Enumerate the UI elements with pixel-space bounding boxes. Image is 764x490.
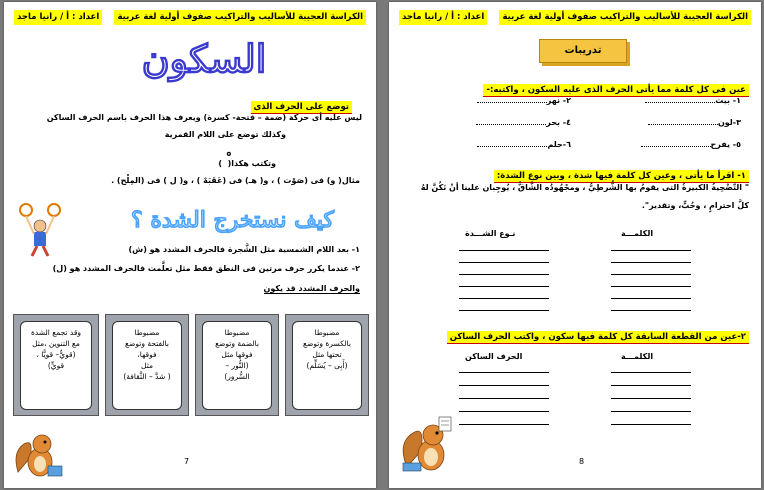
- header-title: الكراسة العجيبة للأساليب والتراكيب صفوف أولية لغة عربية: [114, 10, 366, 25]
- answer-line[interactable]: [611, 411, 691, 412]
- answer-line[interactable]: [459, 262, 549, 263]
- shadda-box-fatha: [105, 314, 189, 416]
- answer-line[interactable]: [611, 298, 691, 299]
- q1-item: ٦-حلم: [473, 140, 571, 149]
- box-line: (أَبِى – يُسَلِّم): [306, 361, 348, 370]
- q1-item: ٥- يفرح: [637, 140, 742, 149]
- answer-line[interactable]: [611, 310, 691, 311]
- q2-text-line-2: كلَّ احترامٍ ، وحُبٍّ، وتقدير".: [641, 201, 749, 210]
- answer-line[interactable]: [611, 372, 691, 373]
- answer-line[interactable]: [459, 250, 549, 251]
- box-line: بالكسرة وتوضع: [303, 339, 351, 348]
- box-line: فوقها،: [137, 350, 157, 359]
- shadda-box-tanween: [13, 314, 99, 416]
- answer-line[interactable]: [611, 286, 691, 287]
- box-line: (قويٌّ– قويًّا ،: [36, 350, 76, 359]
- answer-line[interactable]: [459, 372, 549, 373]
- shadda-box-damma: [195, 314, 279, 416]
- q1-title: عين فى كل كلمة مما يأتى الحرف الذى عليه السكون ، واكتبه:-: [483, 84, 749, 97]
- answer-line[interactable]: [459, 411, 549, 412]
- header-title: الكراسة العجيبة للأساليب والتراكيب صفوف أولية لغة عربية: [499, 10, 751, 25]
- shadda-title: كيف نستخرج الشدة ؟: [131, 207, 334, 233]
- box-line: مضبوطا: [224, 328, 250, 337]
- box-line: تحتها مثل: [312, 350, 342, 359]
- answer-line[interactable]: [459, 298, 549, 299]
- q2-text-line-1: " التَّضْحِيةُ الكبيرةُ التى يقومُ بها الشُّرطِيُّ ، ومجْهُودُه الشَّاقُّ ، يُوجِبان علينا أنْ نَكُنَّ لهُ: [420, 183, 749, 192]
- box-line: (النُّور –: [225, 361, 249, 370]
- description-line-1: ليس عليه أى حركة (ضمة – فتحة- كسرة) ويعرف هذا الحرف باسم الحرف الساكن: [46, 113, 362, 122]
- box-line: ( شدَّ – الثَّقافة): [123, 372, 171, 381]
- q3-title: ٢-عين من القطعة السابقة كل كلمة فيها سكون ، واكتب الحرف الساكن: [447, 331, 749, 344]
- written-as: [218, 151, 276, 170]
- box-line: مثل: [141, 361, 153, 370]
- answer-line[interactable]: [611, 274, 691, 275]
- answer-line[interactable]: [611, 385, 691, 386]
- column-shadda-type-label: نـوع الشـــدة: [465, 229, 516, 238]
- page-7: [4, 2, 376, 488]
- q1-item: ٢- نهر: [473, 96, 571, 105]
- box-line: وقد تجمع الشدة: [30, 328, 82, 337]
- written-as-close: ): [218, 159, 223, 168]
- box-line: السُّرور): [224, 372, 250, 381]
- q1-item: ٤- بحر: [472, 118, 571, 127]
- written-as-label: وتكتب هكذا(: [227, 159, 276, 168]
- answer-line[interactable]: [611, 250, 691, 251]
- answer-line[interactable]: [459, 274, 549, 275]
- answer-line[interactable]: [611, 262, 691, 263]
- box-line: فوقها مثل: [221, 350, 253, 359]
- section-title: توضع على الحرف الذى: [251, 101, 353, 114]
- page-8: [389, 2, 761, 488]
- answer-line[interactable]: [459, 424, 549, 425]
- answer-line[interactable]: [611, 424, 691, 425]
- exercises-label: تدريبات: [539, 39, 627, 63]
- column-sakin-label: الحرف الساكن: [465, 352, 523, 361]
- box-line: بالضمة وتوضع: [215, 339, 259, 348]
- shadda-rule-1: ١- بعد اللام الشمسية مثل الشَّجرة فالحرف المشدد هو (ش): [128, 245, 360, 254]
- answer-line[interactable]: [459, 398, 549, 399]
- q1-item: ١- بيت: [641, 96, 741, 105]
- header-author: اعداد : أ / رانيا ماجد: [399, 10, 487, 25]
- big-title: السكون: [141, 36, 267, 81]
- examples-line: مثال( و) فى (صَوْت ) ، و( هـ) فى (عَقَبَهْ ) ، و( ل ) فى (المِلْح) .: [111, 176, 360, 185]
- page-header: [14, 10, 366, 25]
- answer-line[interactable]: [459, 385, 549, 386]
- box-line: مضبوطا: [134, 328, 160, 337]
- answer-line[interactable]: [459, 286, 549, 287]
- column-word-label-2: الكلمـــة: [621, 352, 654, 361]
- q1-item: ٣-لون: [644, 118, 741, 127]
- box-line: بالفتحة وتوضع: [125, 339, 169, 348]
- box-line: مضبوطا: [314, 328, 340, 337]
- answer-line[interactable]: [459, 310, 549, 311]
- page-number: 7: [184, 457, 190, 466]
- header-author: اعداد : أ / رانيا ماجد: [14, 10, 102, 25]
- q2-title: ١- اقرأ ما يأتى ، وعين كل كلمة فيها شدة ، وبين نوع الشدة:: [494, 170, 749, 183]
- shadda-box-kasra: [285, 314, 369, 416]
- box-line: قويٍّ): [47, 361, 65, 370]
- squirrel-illustration: [10, 422, 66, 482]
- shadda-rule-2: ٢- عندما يكرر حرف مرتين فى النطق فقط مثل تعلَّمت فالحرف المشدد هو (ل): [52, 264, 360, 273]
- page-header: [399, 10, 751, 25]
- answer-line[interactable]: [611, 398, 691, 399]
- description-line-2: وكذلك توضع على اللام القمرية: [164, 130, 286, 139]
- page-number: 8: [579, 457, 585, 466]
- box-line: مع التنوين ،مثل: [32, 339, 80, 348]
- shadda-kinds-title: والحرف المشدد قد يكون: [263, 284, 360, 293]
- column-word-label: الكلمـــة: [621, 229, 654, 238]
- squirrel-illustration: [397, 407, 457, 477]
